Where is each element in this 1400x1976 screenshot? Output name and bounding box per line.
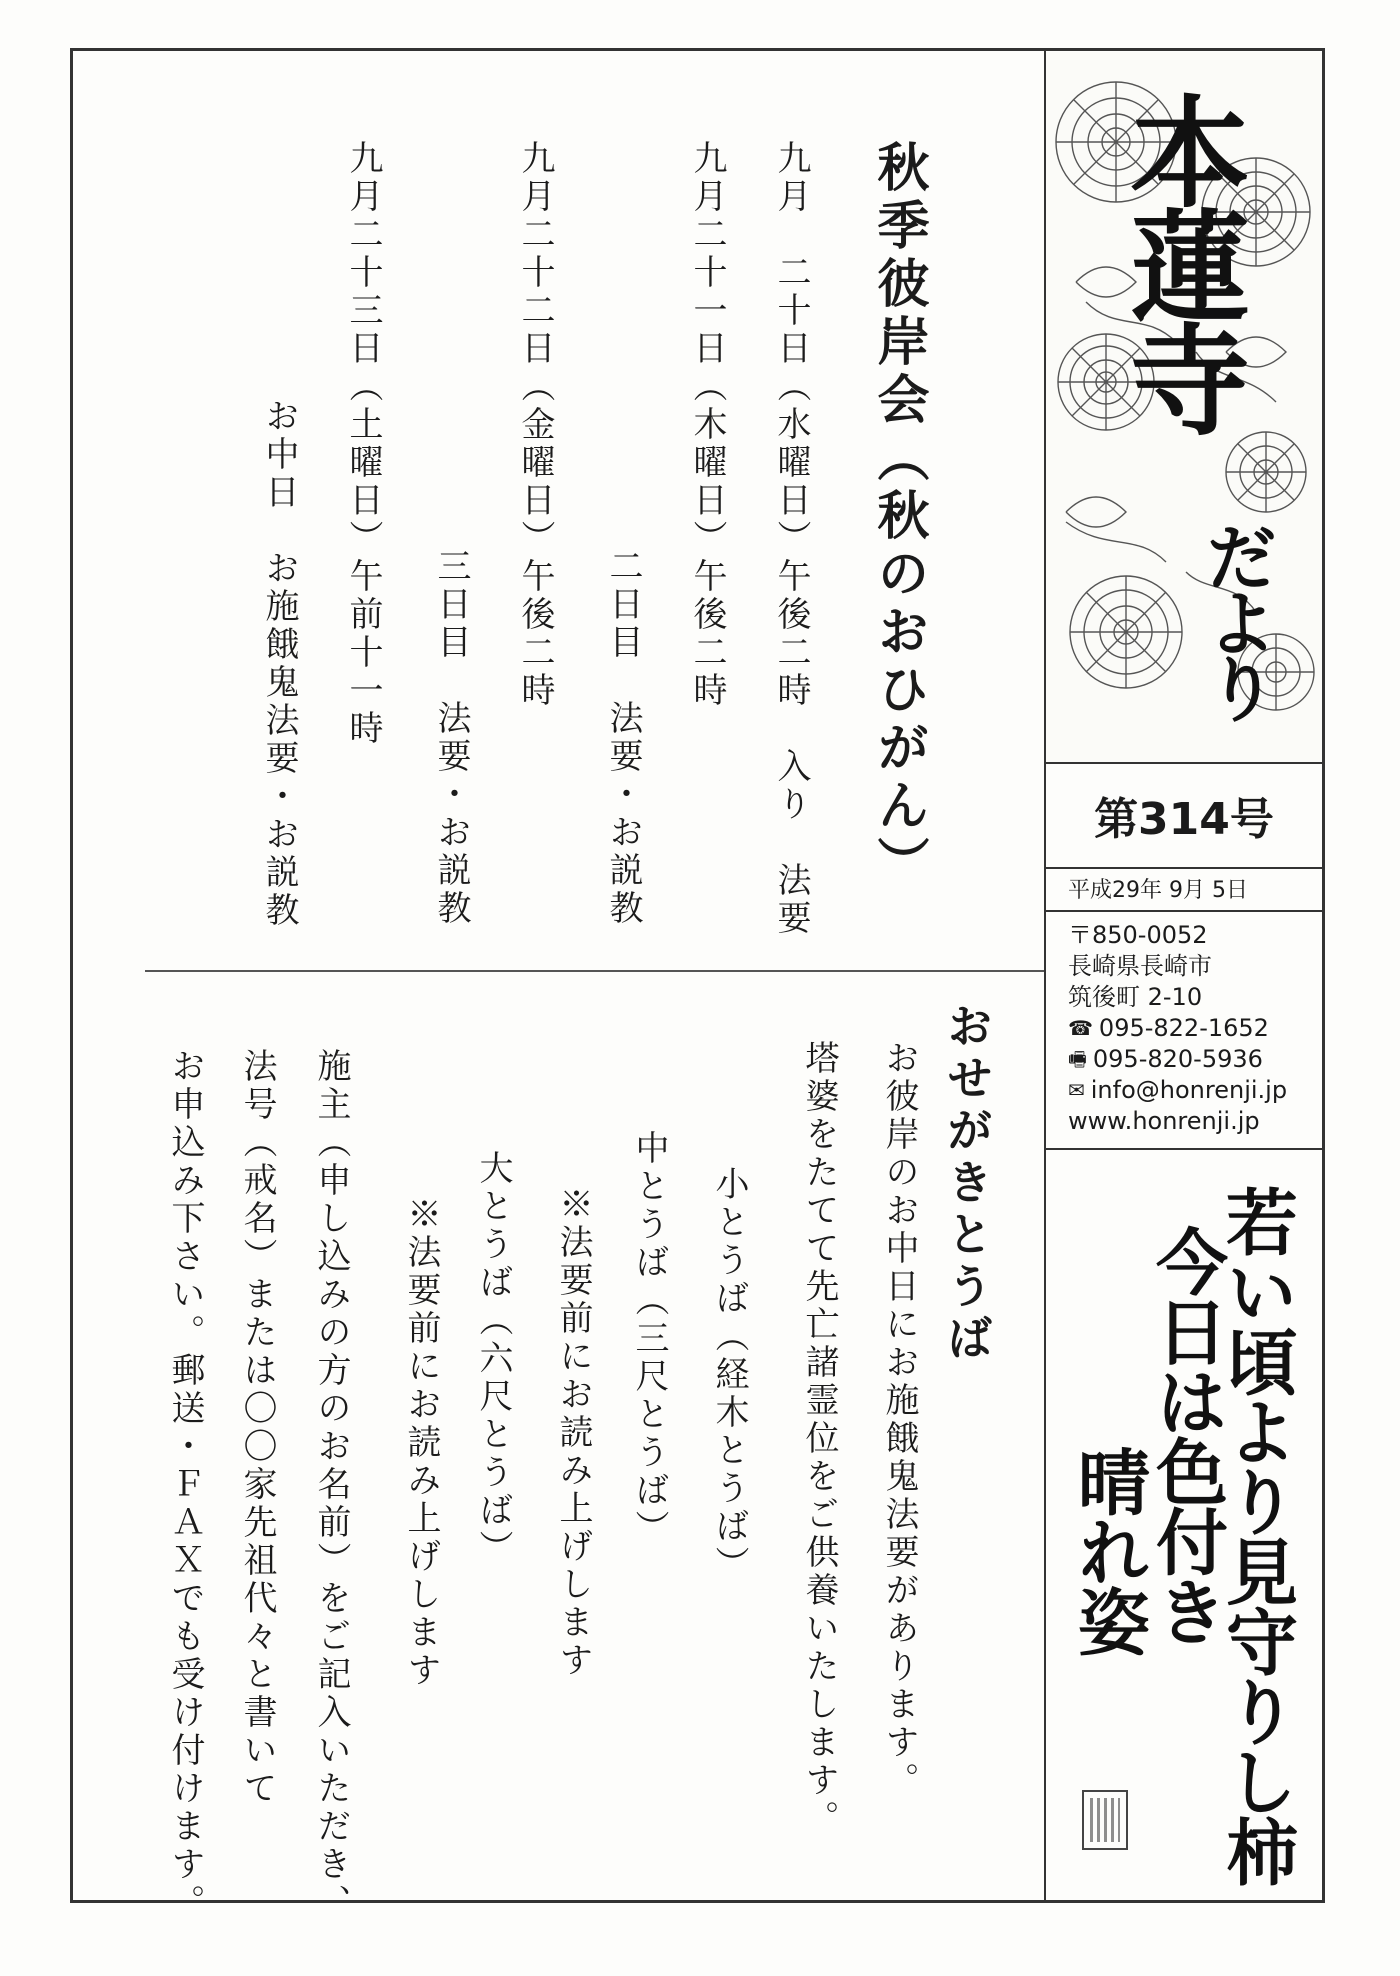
osegaki-title: おせがきとうば bbox=[940, 1002, 994, 1366]
higan-schedule-day2: 九月二十一日（木曜日）午後二時 bbox=[687, 140, 727, 710]
higan-schedule-day3: 九月二十二日（金曜日）午後二時 bbox=[515, 140, 555, 710]
issue-date: 平成29年 9月 5日 bbox=[1046, 867, 1322, 912]
address-city: 長崎県長崎市 bbox=[1068, 952, 1212, 980]
fax-icon: 🖷 bbox=[1068, 1047, 1087, 1071]
higan-schedule-day2-detail: 二日目 法要・お説教 bbox=[603, 548, 643, 928]
toba-large: 大とうば（六尺とうば） bbox=[473, 1150, 513, 1568]
higan-schedule-day4: 九月二十三日（土曜日）午前十一時 bbox=[343, 140, 383, 748]
postal-code: 〒850-0052 bbox=[1068, 921, 1208, 949]
haiku-line-1: 若い頃より見守りし柿 bbox=[1214, 1185, 1299, 1885]
toba-note: ※法要前にお読み上げします bbox=[401, 1196, 441, 1690]
osegaki-instructions: 施主（申し込みの方のお名前）をご記入いただき、 bbox=[311, 1048, 351, 1922]
contact-divider bbox=[1046, 1148, 1322, 1150]
fax-number: 095-820-5936 bbox=[1092, 1045, 1263, 1073]
fax-row bbox=[1068, 1044, 1318, 1075]
phone-row bbox=[1068, 1013, 1318, 1044]
haiku-line-3: 晴れ姿 bbox=[1066, 1445, 1151, 1655]
higan-schedule-day1: 九月 二十日（水曜日）午後二時 入り 法要 bbox=[771, 140, 811, 938]
seal-stamp bbox=[1082, 1790, 1128, 1850]
masthead-subtitle: だより bbox=[1194, 520, 1279, 718]
haiku-line-2: 今日は色付き bbox=[1144, 1225, 1229, 1645]
toba-small: 小とうば（経木とうば） bbox=[709, 1166, 749, 1584]
website-link[interactable]: www.honrenji.jp bbox=[1068, 1107, 1260, 1135]
osegaki-instructions: お申込み下さい。郵送・ＦＡＸでも受け付けます。 bbox=[165, 1048, 205, 1922]
toba-medium: 中とうば（三尺とうば） bbox=[629, 1130, 669, 1548]
phone-number: 095-822-1652 bbox=[1098, 1014, 1269, 1042]
higan-title: 秋季彼岸会（秋のおひがん） bbox=[868, 140, 929, 894]
phone-icon: ☎ bbox=[1068, 1016, 1093, 1040]
email-row bbox=[1068, 1075, 1318, 1106]
osegaki-text: お彼岸のお中日にお施餓鬼法要があります。 bbox=[879, 1040, 919, 1800]
email-link[interactable]: info@honrenji.jp bbox=[1090, 1076, 1288, 1104]
contact-info bbox=[1068, 920, 1318, 1137]
section-divider bbox=[145, 970, 1044, 972]
mail-icon: ✉ bbox=[1068, 1078, 1085, 1102]
osegaki-text: 塔婆をたてて先亡諸霊位をご供養いたします。 bbox=[799, 1040, 839, 1838]
higan-schedule-day3-detail: 三日目 法要・お説教 bbox=[431, 548, 471, 928]
address-street: 筑後町 2-10 bbox=[1068, 983, 1203, 1011]
masthead-title: 本蓮寺 bbox=[1110, 90, 1251, 432]
osegaki-instructions: 法号（戒名）または〇〇家先祖代々と書いて bbox=[237, 1048, 277, 1808]
higan-schedule-day4-detail: お中日 お施餓鬼法要・お説教 bbox=[259, 398, 299, 930]
toba-note: ※法要前にお読み上げします bbox=[553, 1186, 593, 1680]
issue-number: 第314号 bbox=[1046, 762, 1322, 869]
